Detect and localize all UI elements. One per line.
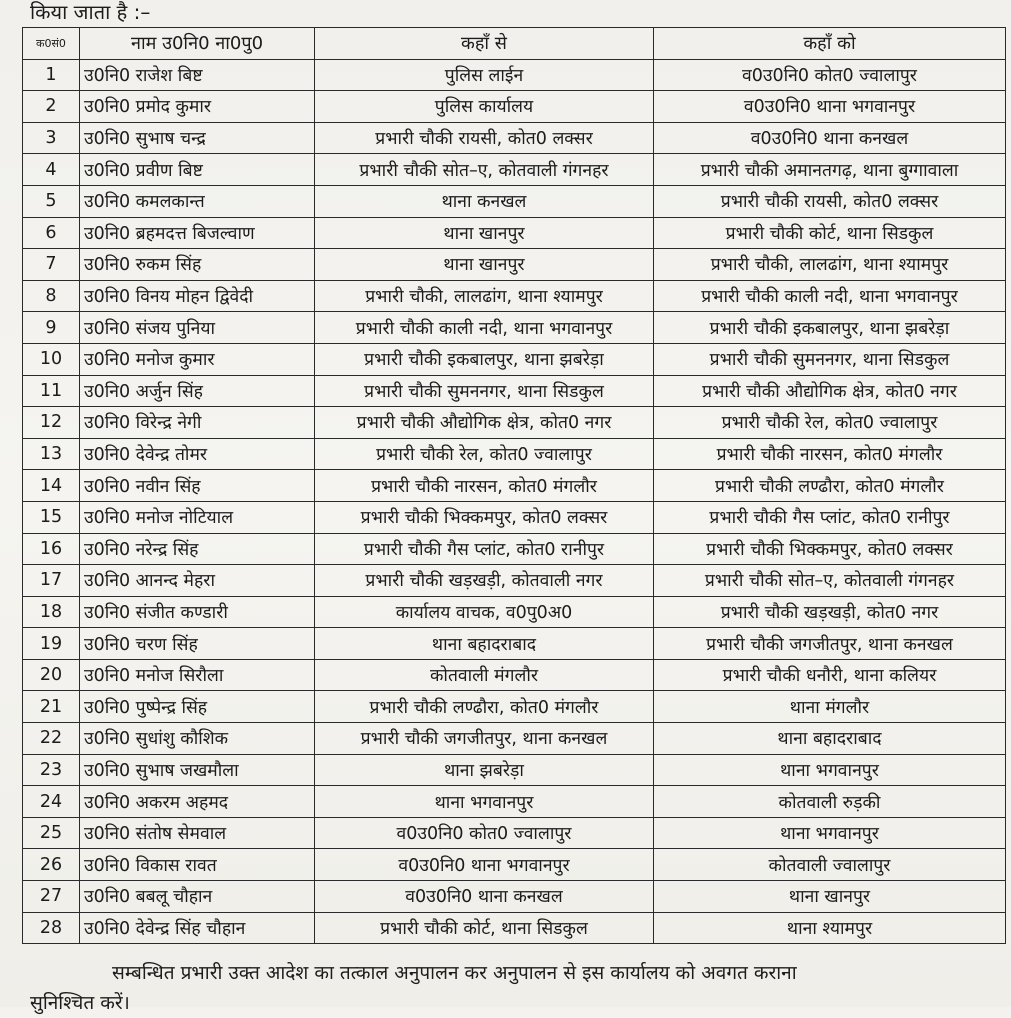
table-row: [23, 659, 1006, 691]
cell-serial-number: 25: [23, 817, 80, 849]
table-body: [23, 59, 1006, 944]
cell-serial-number: 23: [23, 754, 80, 786]
transfer-table: [22, 27, 1006, 944]
table-row: [23, 312, 1006, 344]
cell-name: उ0नि0 मनोज सिरौला: [80, 659, 315, 691]
cell-from: प्रभारी चौकी नारसन, कोत0 मंगलौर: [315, 470, 654, 502]
cell-name: उ0नि0 आनन्द मेहरा: [80, 565, 315, 597]
cell-serial-number: 22: [23, 723, 80, 755]
table-row: [23, 533, 1006, 565]
table-row: [23, 849, 1006, 881]
cell-to: थाना भगवानपुर: [654, 817, 1006, 849]
cell-serial-number: 20: [23, 659, 80, 691]
cell-name: उ0नि0 विनय मोहन द्विवेदी: [80, 280, 315, 312]
cell-name: उ0नि0 संजय पुनिया: [80, 312, 315, 344]
cell-name: उ0नि0 पुष्पेन्द्र सिंह: [80, 691, 315, 723]
cell-to: प्रभारी चौकी गैस प्लांट, कोत0 रानीपुर: [654, 501, 1006, 533]
cell-serial-number: 1: [23, 59, 80, 91]
cell-name: उ0नि0 देवेन्द्र तोमर: [80, 438, 315, 470]
cell-from: प्रभारी चौकी गैस प्लांट, कोत0 रानीपुर: [315, 533, 654, 565]
table-row: [23, 723, 1006, 755]
footer-line-1: सम्बन्धित प्रभारी उक्त आदेश का तत्काल अनुपालन कर अनुपालन से इस कार्यालय को अवगत कराना: [112, 962, 797, 984]
cell-from: प्रभारी चौकी इकबालपुर, थाना झबरेड़ा: [315, 343, 654, 375]
cell-serial-number: 19: [23, 628, 80, 660]
cell-name: उ0नि0 कमलकान्त: [80, 185, 315, 217]
table-row: [23, 185, 1006, 217]
cell-name: उ0नि0 अर्जुन सिंह: [80, 375, 315, 407]
cell-name: उ0नि0 अकरम अहमद: [80, 786, 315, 818]
table-row: [23, 438, 1006, 470]
cell-from: प्रभारी चौकी सोत–ए, कोतवाली गंगनहर: [315, 154, 654, 186]
cell-from: प्रभारी चौकी काली नदी, थाना भगवानपुर: [315, 312, 654, 344]
cell-from: प्रभारी चौकी, लालढांग, थाना श्यामपुर: [315, 280, 654, 312]
cell-name: उ0नि0 नवीन सिंह: [80, 470, 315, 502]
intro-text: किया जाता है :–: [30, 0, 151, 24]
table-row: [23, 375, 1006, 407]
cell-to: प्रभारी चौकी रेल, कोत0 ज्वालापुर: [654, 407, 1006, 439]
cell-to: प्रभारी चौकी, लालढांग, थाना श्यामपुर: [654, 249, 1006, 281]
table-row: [23, 343, 1006, 375]
cell-to: प्रभारी चौकी इकबालपुर, थाना झबरेड़ा: [654, 312, 1006, 344]
table-row: [23, 596, 1006, 628]
cell-from: थाना कनखल: [315, 185, 654, 217]
cell-name: उ0नि0 मनोज नोटियाल: [80, 501, 315, 533]
cell-to: प्रभारी चौकी अमानतगढ़, थाना बुग्गावाला: [654, 154, 1006, 186]
table-row: [23, 407, 1006, 439]
cell-serial-number: 15: [23, 501, 80, 533]
table-row: [23, 249, 1006, 281]
cell-to: प्रभारी चौकी सोत–ए, कोतवाली गंगनहर: [654, 565, 1006, 597]
cell-serial-number: 2: [23, 91, 80, 123]
cell-from: थाना बहादराबाद: [315, 628, 654, 660]
cell-to: थाना खानपुर: [654, 881, 1006, 913]
table-row: [23, 817, 1006, 849]
cell-from: प्रभारी चौकी रायसी, कोत0 लक्सर: [315, 122, 654, 154]
cell-to: थाना मंगलौर: [654, 691, 1006, 723]
cell-serial-number: 28: [23, 912, 80, 944]
cell-serial-number: 11: [23, 375, 80, 407]
cell-from: थाना झबरेड़ा: [315, 754, 654, 786]
table-row: [23, 217, 1006, 249]
cell-serial-number: 12: [23, 407, 80, 439]
cell-from: व0उ0नि0 थाना कनखल: [315, 881, 654, 913]
table-row: [23, 91, 1006, 123]
header-from: कहाँ से: [315, 28, 654, 60]
cell-to: प्रभारी चौकी लण्ढौरा, कोत0 मंगलौर: [654, 470, 1006, 502]
cell-name: उ0नि0 ब्रहमदत्त बिजल्वाण: [80, 217, 315, 249]
cell-name: उ0नि0 राजेश बिष्ट: [80, 59, 315, 91]
cell-serial-number: 14: [23, 470, 80, 502]
cell-serial-number: 3: [23, 122, 80, 154]
cell-to: प्रभारी चौकी भिक्कमपुर, कोत0 लक्सर: [654, 533, 1006, 565]
cell-to: थाना भगवानपुर: [654, 754, 1006, 786]
cell-serial-number: 6: [23, 217, 80, 249]
cell-from: थाना खानपुर: [315, 249, 654, 281]
cell-name: उ0नि0 सुभाष चन्द्र: [80, 122, 315, 154]
header-row: [23, 28, 1006, 60]
cell-name: उ0नि0 रुकम सिंह: [80, 249, 315, 281]
table-row: [23, 501, 1006, 533]
cell-from: प्रभारी चौकी खड़खड़ी, कोतवाली नगर: [315, 565, 654, 597]
table-row: [23, 280, 1006, 312]
cell-to: प्रभारी चौकी नारसन, कोत0 मंगलौर: [654, 438, 1006, 470]
cell-from: प्रभारी चौकी लण्ढौरा, कोत0 मंगलौर: [315, 691, 654, 723]
table-row: [23, 912, 1006, 944]
cell-serial-number: 7: [23, 249, 80, 281]
cell-name: उ0नि0 देवेन्द्र सिंह चौहान: [80, 912, 315, 944]
cell-from: व0उ0नि0 कोत0 ज्वालापुर: [315, 817, 654, 849]
cell-serial-number: 8: [23, 280, 80, 312]
cell-name: उ0नि0 विरेन्द्र नेगी: [80, 407, 315, 439]
cell-serial-number: 13: [23, 438, 80, 470]
header-to: कहाँ को: [654, 28, 1006, 60]
cell-name: उ0नि0 प्रवीण बिष्ट: [80, 154, 315, 186]
cell-from: प्रभारी चौकी कोर्ट, थाना सिडकुल: [315, 912, 654, 944]
cell-from: प्रभारी चौकी जगजीतपुर, थाना कनखल: [315, 723, 654, 755]
table-row: [23, 628, 1006, 660]
cell-from: पुलिस लाईन: [315, 59, 654, 91]
cell-to: प्रभारी चौकी औद्योगिक क्षेत्र, कोत0 नगर: [654, 375, 1006, 407]
header-name: नाम उ0नि0 ना0पु0: [80, 28, 315, 60]
cell-name: उ0नि0 संतोष सेमवाल: [80, 817, 315, 849]
cell-name: उ0नि0 बबलू चौहान: [80, 881, 315, 913]
cell-serial-number: 21: [23, 691, 80, 723]
cell-to: प्रभारी चौकी धनौरी, थाना कलियर: [654, 659, 1006, 691]
cell-name: उ0नि0 विकास रावत: [80, 849, 315, 881]
cell-serial-number: 26: [23, 849, 80, 881]
cell-serial-number: 24: [23, 786, 80, 818]
cell-serial-number: 4: [23, 154, 80, 186]
cell-serial-number: 27: [23, 881, 80, 913]
cell-to: थाना बहादराबाद: [654, 723, 1006, 755]
cell-serial-number: 16: [23, 533, 80, 565]
cell-name: उ0नि0 सुधांशु कौशिक: [80, 723, 315, 755]
cell-to: प्रभारी चौकी जगजीतपुर, थाना कनखल: [654, 628, 1006, 660]
table-header: [23, 28, 1006, 60]
cell-to: प्रभारी चौकी रायसी, कोत0 लक्सर: [654, 185, 1006, 217]
header-serial-number: क0सं0: [23, 28, 80, 60]
cell-from: पुलिस कार्यालय: [315, 91, 654, 123]
cell-to: कोतवाली रुड़की: [654, 786, 1006, 818]
cell-serial-number: 5: [23, 185, 80, 217]
table-row: [23, 881, 1006, 913]
cell-to: व0उ0नि0 थाना भगवानपुर: [654, 91, 1006, 123]
cell-from: कार्यालय वाचक, व0पु0अ0: [315, 596, 654, 628]
cell-from: प्रभारी चौकी सुमननगर, थाना सिडकुल: [315, 375, 654, 407]
cell-name: उ0नि0 संजीत कण्डारी: [80, 596, 315, 628]
cell-name: उ0नि0 मनोज कुमार: [80, 343, 315, 375]
cell-to: थाना श्यामपुर: [654, 912, 1006, 944]
cell-serial-number: 18: [23, 596, 80, 628]
cell-from: प्रभारी चौकी रेल, कोत0 ज्वालापुर: [315, 438, 654, 470]
cell-to: प्रभारी चौकी काली नदी, थाना भगवानपुर: [654, 280, 1006, 312]
cell-from: थाना भगवानपुर: [315, 786, 654, 818]
table-row: [23, 786, 1006, 818]
cell-name: उ0नि0 नरेन्द्र सिंह: [80, 533, 315, 565]
cell-from: व0उ0नि0 थाना भगवानपुर: [315, 849, 654, 881]
table-row: [23, 59, 1006, 91]
table-row: [23, 565, 1006, 597]
table-row: [23, 122, 1006, 154]
cell-from: प्रभारी चौकी भिक्कमपुर, कोत0 लक्सर: [315, 501, 654, 533]
cell-serial-number: 17: [23, 565, 80, 597]
cell-serial-number: 10: [23, 343, 80, 375]
cell-to: व0उ0नि0 कोत0 ज्वालापुर: [654, 59, 1006, 91]
cell-to: कोतवाली ज्वालापुर: [654, 849, 1006, 881]
table-row: [23, 754, 1006, 786]
cell-to: व0उ0नि0 थाना कनखल: [654, 122, 1006, 154]
cell-serial-number: 9: [23, 312, 80, 344]
cell-to: प्रभारी चौकी खड़खड़ी, कोत0 नगर: [654, 596, 1006, 628]
footer-line-2: सुनिश्चित करें।: [30, 992, 130, 1014]
cell-name: उ0नि0 प्रमोद कुमार: [80, 91, 315, 123]
cell-name: उ0नि0 चरण सिंह: [80, 628, 315, 660]
cell-from: प्रभारी चौकी औद्योगिक क्षेत्र, कोत0 नगर: [315, 407, 654, 439]
footer-instruction: [30, 958, 1005, 1018]
cell-from: थाना खानपुर: [315, 217, 654, 249]
cell-name: उ0नि0 सुभाष जखमौला: [80, 754, 315, 786]
table-row: [23, 154, 1006, 186]
table-row: [23, 691, 1006, 723]
cell-from: कोतवाली मंगलौर: [315, 659, 654, 691]
cell-to: प्रभारी चौकी सुमननगर, थाना सिडकुल: [654, 343, 1006, 375]
table-row: [23, 470, 1006, 502]
cell-to: प्रभारी चौकी कोर्ट, थाना सिडकुल: [654, 217, 1006, 249]
